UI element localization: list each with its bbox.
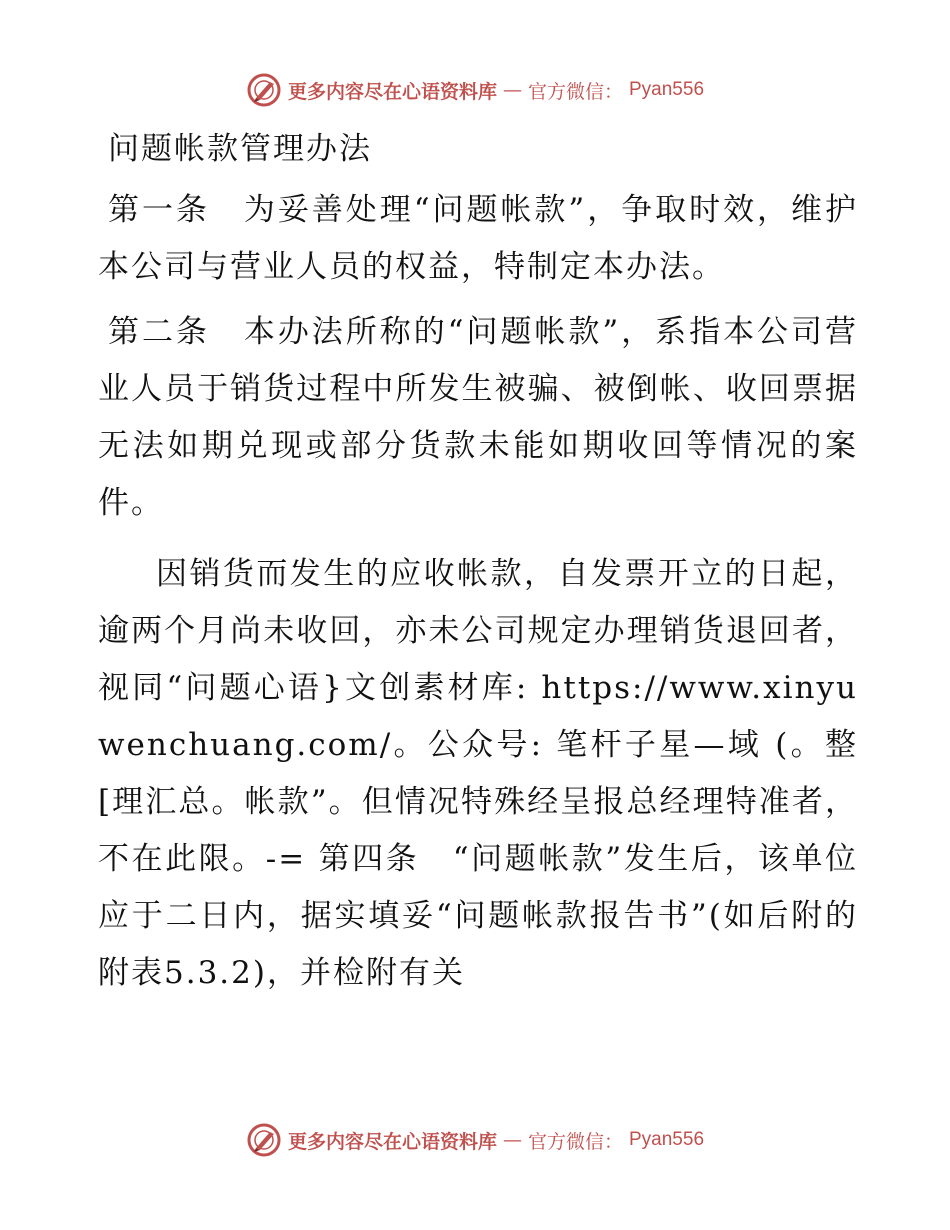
pen-logo-icon [246, 1122, 282, 1158]
watermark-wechat-id: Pyan556 [629, 79, 705, 100]
footer-watermark [0, 1120, 950, 1160]
watermark-banner [246, 72, 704, 108]
document-title: 问题帐款管理办法 [108, 131, 372, 167]
watermark-separator: — [502, 79, 522, 101]
watermark-banner [246, 1122, 704, 1158]
article-1: 第一条 为妥善处理“问题帐款”，争取时效，维护本公司与营业人员的权益，特制定本办法。 [98, 192, 858, 285]
watermark-text: 更多内容尽在心语资料库 [287, 80, 497, 103]
article-3: 因销货而发生的应收帐款，自发票开立的日起，逾两个月尚未收回，亦未公司规定办理销货退回者，视同“问题心语}文创素材库: https://www.xinyuwenchuang.com/。公众号: 笔杆子星—域 (。整[理汇总。帐款”。但情况特殊经呈报总经理特准者，不在此限。-= 第四条 “问题帐款”发生后，该单位应于二日内，据实填妥“问题帐款报告书”(如后附的附表5.3.2)，并检附有关 [98, 556, 858, 991]
pen-logo-icon [246, 72, 282, 108]
watermark-wechat-id: Pyan556 [629, 1129, 705, 1150]
watermark-label: 官方微信： [527, 80, 623, 103]
watermark-separator: — [502, 1129, 522, 1151]
article-2: 第二条 本办法所称的“问题帐款”，系指本公司营业人员于销货过程中所发生被骗、被倒帐、收回票据无法如期兑现或部分货款未能如期收回等情况的案件。 [98, 314, 858, 521]
watermark-text: 更多内容尽在心语资料库 [287, 1130, 497, 1153]
watermark-label: 官方微信： [527, 1130, 623, 1153]
header-watermark [0, 70, 950, 110]
document-body [98, 118, 858, 1010]
